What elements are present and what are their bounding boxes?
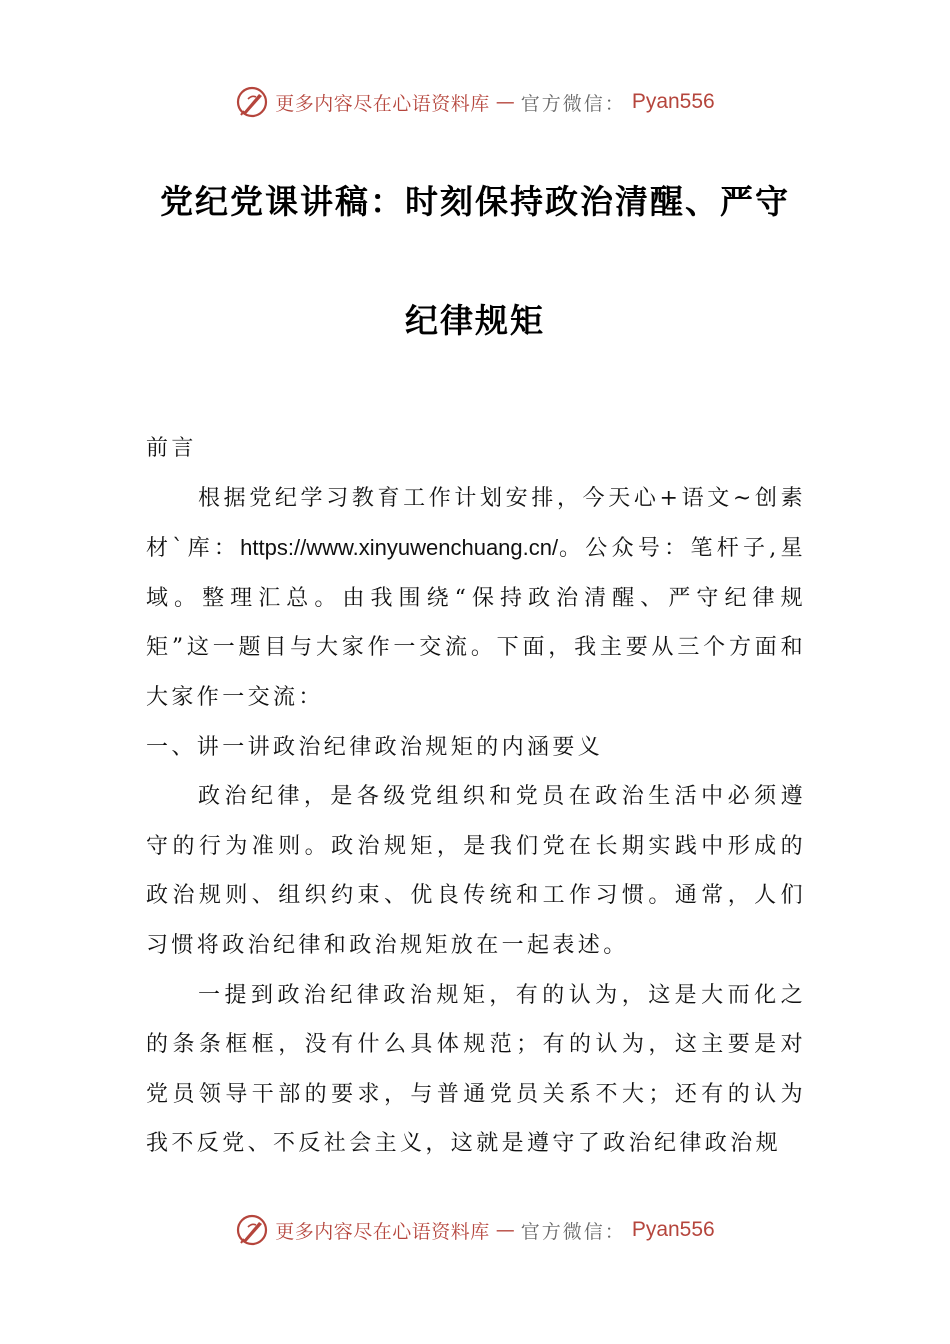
watermark-wechat-id: Pyan556 bbox=[631, 90, 715, 113]
document-title-line-1: 党纪党课讲稿：时刻保持政治清醒、严守 bbox=[160, 182, 790, 221]
watermark-text: 更多内容尽在心语资料库 bbox=[275, 1220, 490, 1243]
quill-pen-icon bbox=[235, 85, 269, 119]
intro-url-link[interactable]: https://www.xinyuwenchuang.cn/ bbox=[240, 535, 559, 561]
watermark-wechat-id: Pyan556 bbox=[631, 1218, 715, 1241]
paragraph-definition: 政治纪律，是各级党组织和党员在政治生活中必须遵守的行为准则。政治规矩，是我们党在长期实践中形成的政治规则、组织约束、优良传统和工作习惯。通常，人们习惯将政治纪律和政治规矩放在一起表述。 bbox=[146, 784, 806, 958]
watermark-dash: — bbox=[495, 91, 515, 113]
intro-text-b: 。公众号：笔杆子,星域。整理汇总。由我围绕“保持政治清醒、严守纪律规矩”这一题目与大家作一交流。下面，我主要从三个方面和大家作一交流： bbox=[146, 536, 806, 710]
footer-watermark bbox=[0, 1208, 950, 1252]
document-body bbox=[146, 424, 806, 1169]
preface-heading: 前言 bbox=[146, 436, 197, 461]
watermark-text: 更多内容尽在心语资料库 bbox=[275, 92, 490, 115]
quill-pen-icon bbox=[235, 1213, 269, 1247]
paragraph-intro bbox=[146, 474, 806, 723]
watermark-official-label: 官方微信： bbox=[520, 92, 626, 115]
header-watermark bbox=[0, 80, 950, 124]
paragraph-misconceptions: 一提到政治纪律政治规矩，有的认为，这是大而化之的条条框框，没有什么具体规范；有的认为，这主要是对党员领导干部的要求，与普通党员关系不大；还有的认为我不反党、不反社会主义，这就是遵守了政治纪律政治规 bbox=[146, 982, 806, 1157]
document-title-line-2: 纪律规矩 bbox=[405, 301, 545, 340]
intro-text-a: 根据党纪学习教育工作计划安排，今天心+语文~创素材`库： bbox=[146, 485, 806, 562]
watermark-dash: — bbox=[495, 1219, 515, 1241]
section-heading-1: 一、讲一讲政治纪律政治规矩的内涵要义 bbox=[146, 734, 604, 760]
watermark-official-label: 官方微信： bbox=[520, 1220, 626, 1243]
